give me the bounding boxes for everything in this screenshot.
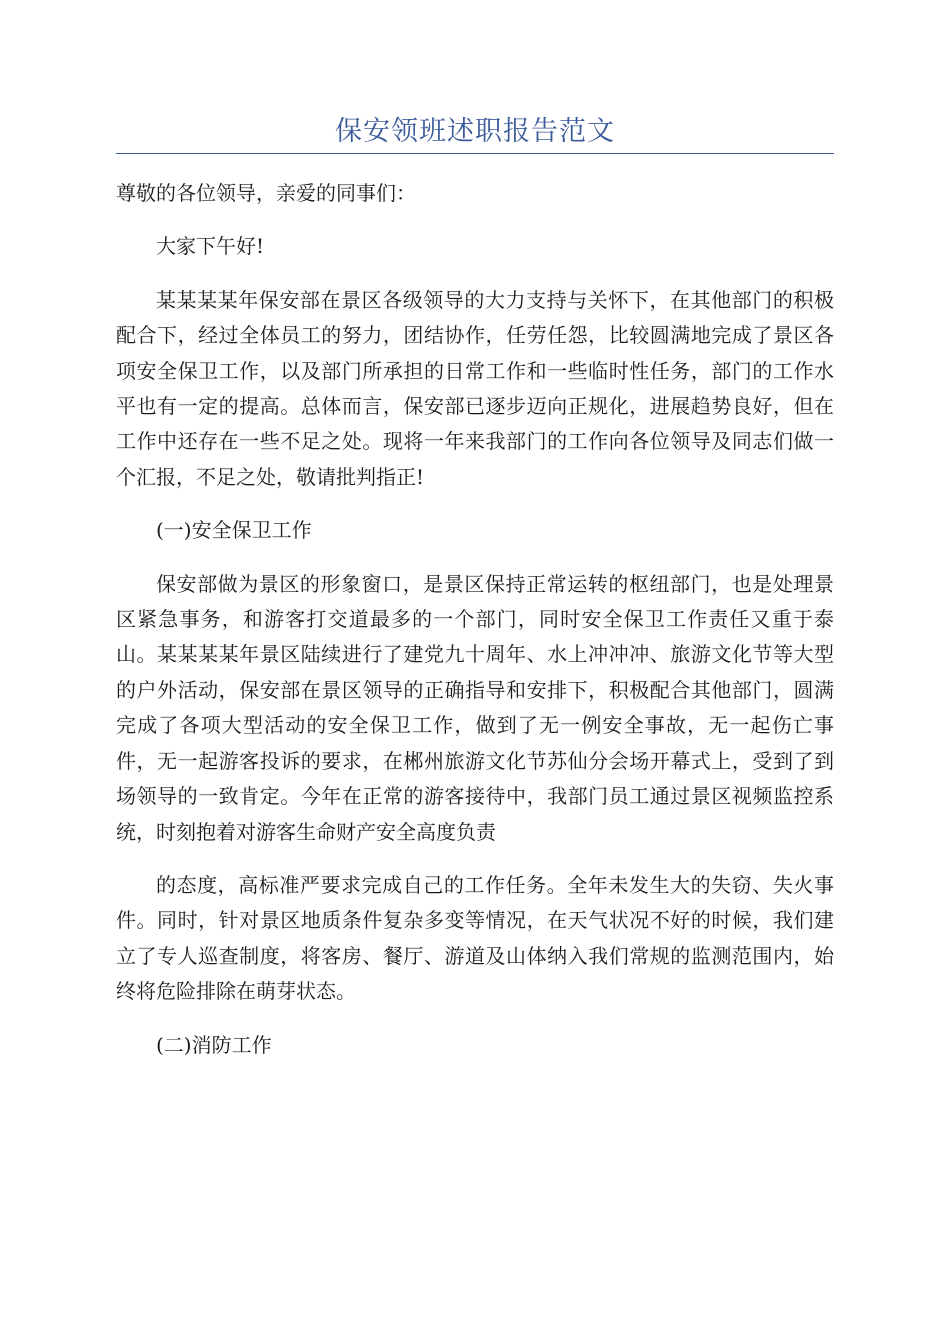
- title-underline: [116, 153, 834, 154]
- security-paragraph-2: 的态度，高标准严要求完成自己的工作任务。全年未发生大的失窃、失火事件。同时，针对景区地质条件复杂多变等情况，在天气状况不好的时候，我们建立了专人巡查制度，将客房、餐厅、游道及山体纳入我们常规的监测范围内，始终将危险排除在萌芽状态。: [116, 872, 834, 1004]
- security-paragraph-1: 保安部做为景区的形象窗口，是景区保持正常运转的枢纽部门，也是处理景区紧急事务，和游客打交道最多的一个部门，同时安全保卫工作责任又重于泰山。某某某某年景区陆续进行了建党九十周年、水上冲冲冲、旅游文化节等大型的户外活动，保安部在景区领导的正确指导和安排下，积极配合其他部门，圆满完成了各项大型活动的安全保卫工作，做到了无一例安全事故，无一起伤亡事件，无一起游客投诉的要求，在郴州旅游文化节苏仙分会场开幕式上，受到了到场领导的一致肯定。今年在正常的游客接待中，我部门员工通过景区视频监控系统，时刻抱着对游客生命财产安全高度负责: [116, 571, 834, 844]
- greeting: 大家下午好!: [156, 234, 265, 259]
- salutation: 尊敬的各位领导，亲爱的同事们：: [116, 181, 416, 205]
- section-heading-fire: (二)消防工作: [156, 1032, 272, 1057]
- document-title: 保安领班述职报告范文: [335, 116, 615, 147]
- section-heading-security: (一)安全保卫工作: [156, 518, 312, 543]
- intro-paragraph: 某某某某年保安部在景区各级领导的大力支持与关怀下，在其他部门的积极配合下，经过全体员工的努力，团结协作，任劳任怨，比较圆满地完成了景区各项安全保卫工作，以及部门所承担的日常工作和一些临时性任务，部门的工作水平也有一定的提高。总体而言，保安部已逐步迈向正规化，进展趋势良好，但在工作中还存在一些不足之处。现将一年来我部门的工作向各位领导及同志们做一个汇报，不足之处，敬请批判指正!: [116, 287, 834, 489]
- document-body: [116, 176, 834, 1081]
